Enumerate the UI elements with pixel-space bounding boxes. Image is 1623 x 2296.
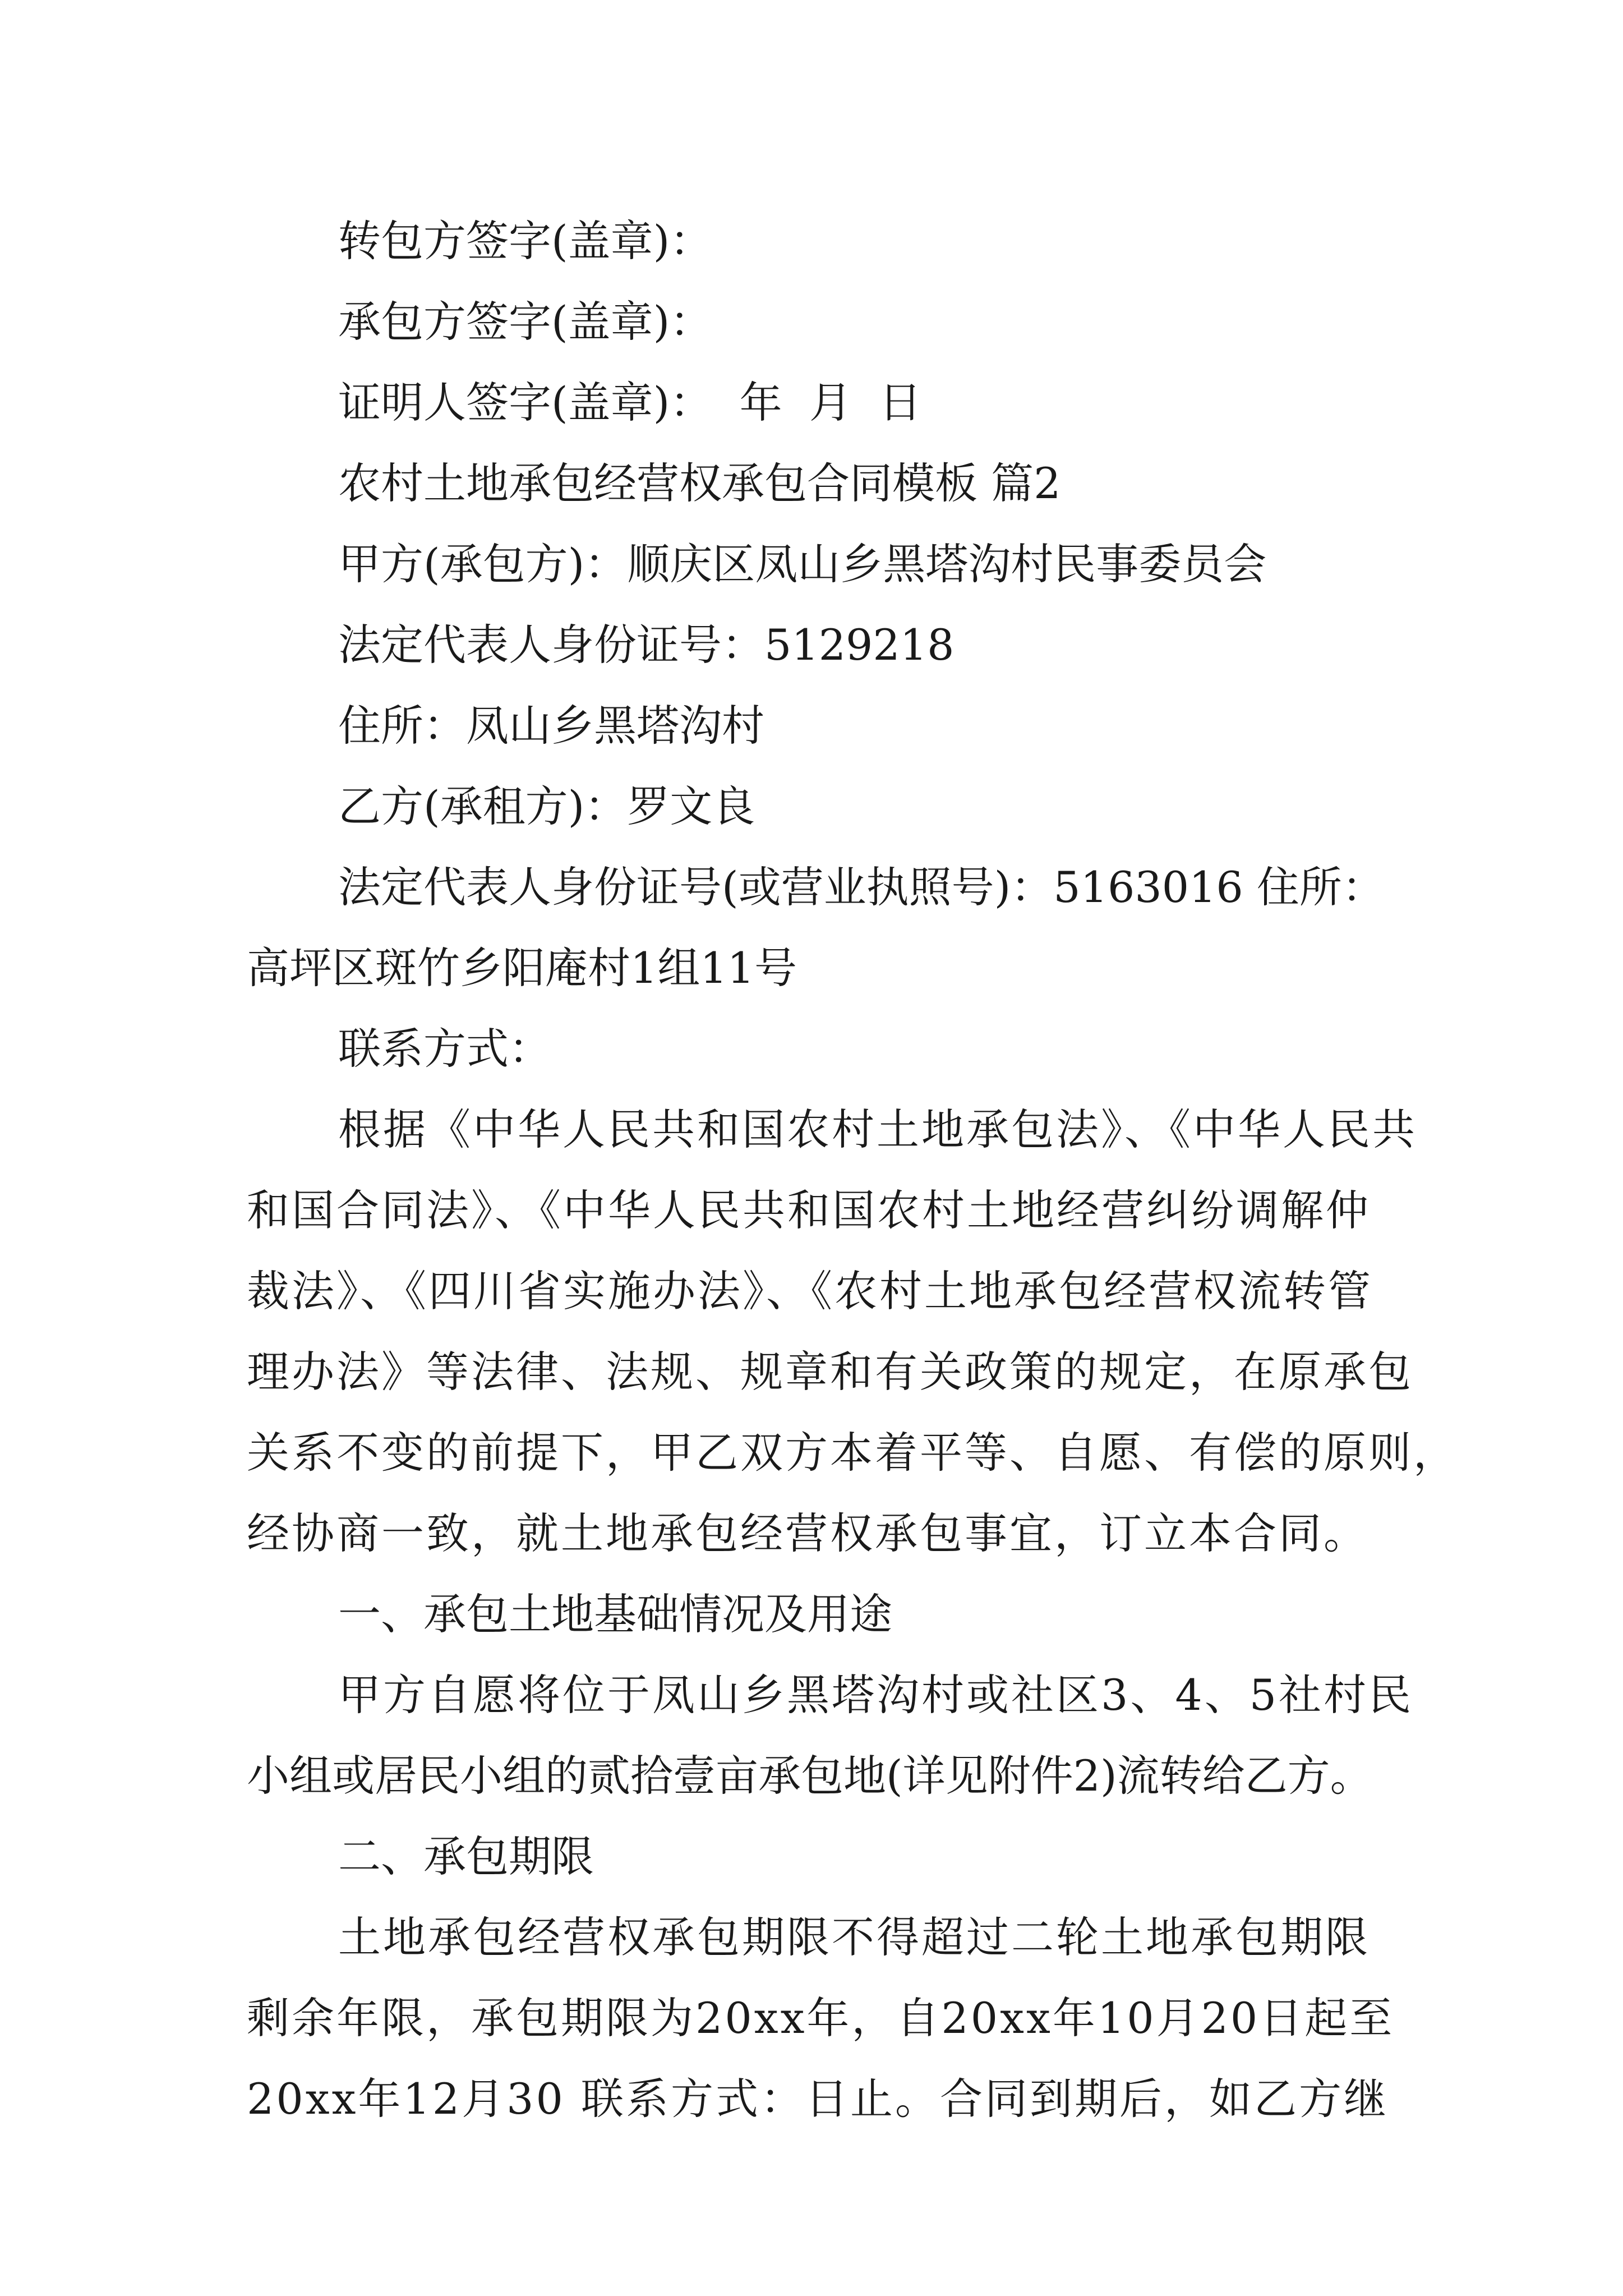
document-body (247, 201, 1458, 2139)
paragraph-term-line: 土地承包经营权承包期限不得超过二轮土地承包期限 (338, 1912, 1370, 1962)
party-a-id-line: 法定代表人身份证号：5129218 (338, 620, 955, 670)
party-a-line: 甲方(承包方)：顺庆区凤山乡黑塔沟村民事委员会 (338, 539, 1267, 589)
paragraph-legal-basis-line: 经协商一致，就土地承包经营权承包事宜，订立本合同。 (247, 1508, 1368, 1558)
paragraph-land-line: 甲方自愿将位于凤山乡黑塔沟村或社区3、4、5社村民 (338, 1670, 1414, 1720)
transferor-signature-line: 转包方签字(盖章)： (338, 216, 713, 266)
party-b-line: 乙方(承租方)：罗文良 (338, 781, 755, 831)
paragraph-term-line: 剩余年限，承包期限为20xx年，自20xx年10月20日起至 (247, 1993, 1395, 2043)
paragraph-land-line: 小组或居民小组的贰拾壹亩承包地(详见附件2)流转给乙方。 (247, 1751, 1373, 1801)
witness-signature-line: 证明人签字(盖章)： 年 月 日 (338, 378, 922, 427)
paragraph-legal-basis-line: 裁法》、《四川省实施办法》、《农村土地承包经营权流转管 (247, 1266, 1373, 1316)
contact-line: 联系方式： (338, 1024, 551, 1074)
paragraph-legal-basis-line: 关系不变的前提下，甲乙双方本着平等、自愿、有偿的原则， (247, 1428, 1458, 1478)
contractor-signature-line: 承包方签字(盖章)： (338, 297, 713, 347)
party-b-id-line: 法定代表人身份证号(或营业执照号)：5163016 住所： (338, 862, 1385, 912)
paragraph-legal-basis-line: 和国合同法》、《中华人民共和国农村土地经营纠纷调解仲 (247, 1185, 1371, 1235)
paragraph-legal-basis-line: 理办法》等法律、法规、规章和有关政策的规定，在原承包 (247, 1347, 1413, 1397)
paragraph-legal-basis-line: 根据《中华人民共和国农村土地承包法》、《中华人民共 (338, 1105, 1417, 1154)
section-title: 农村土地承包经营权承包合同模板 篇2 (338, 458, 1061, 508)
heading-term: 二、承包期限 (338, 1832, 594, 1881)
heading-land-usage: 一、承包土地基础情况及用途 (338, 1589, 892, 1639)
party-a-address-line: 住所：凤山乡黑塔沟村 (338, 701, 764, 751)
paragraph-term-line: 20xx年12月30 联系方式：日止。合同到期后，如乙方继 (247, 2074, 1389, 2124)
party-b-address-line: 高坪区斑竹乡阳庵村1组11号 (247, 943, 797, 993)
